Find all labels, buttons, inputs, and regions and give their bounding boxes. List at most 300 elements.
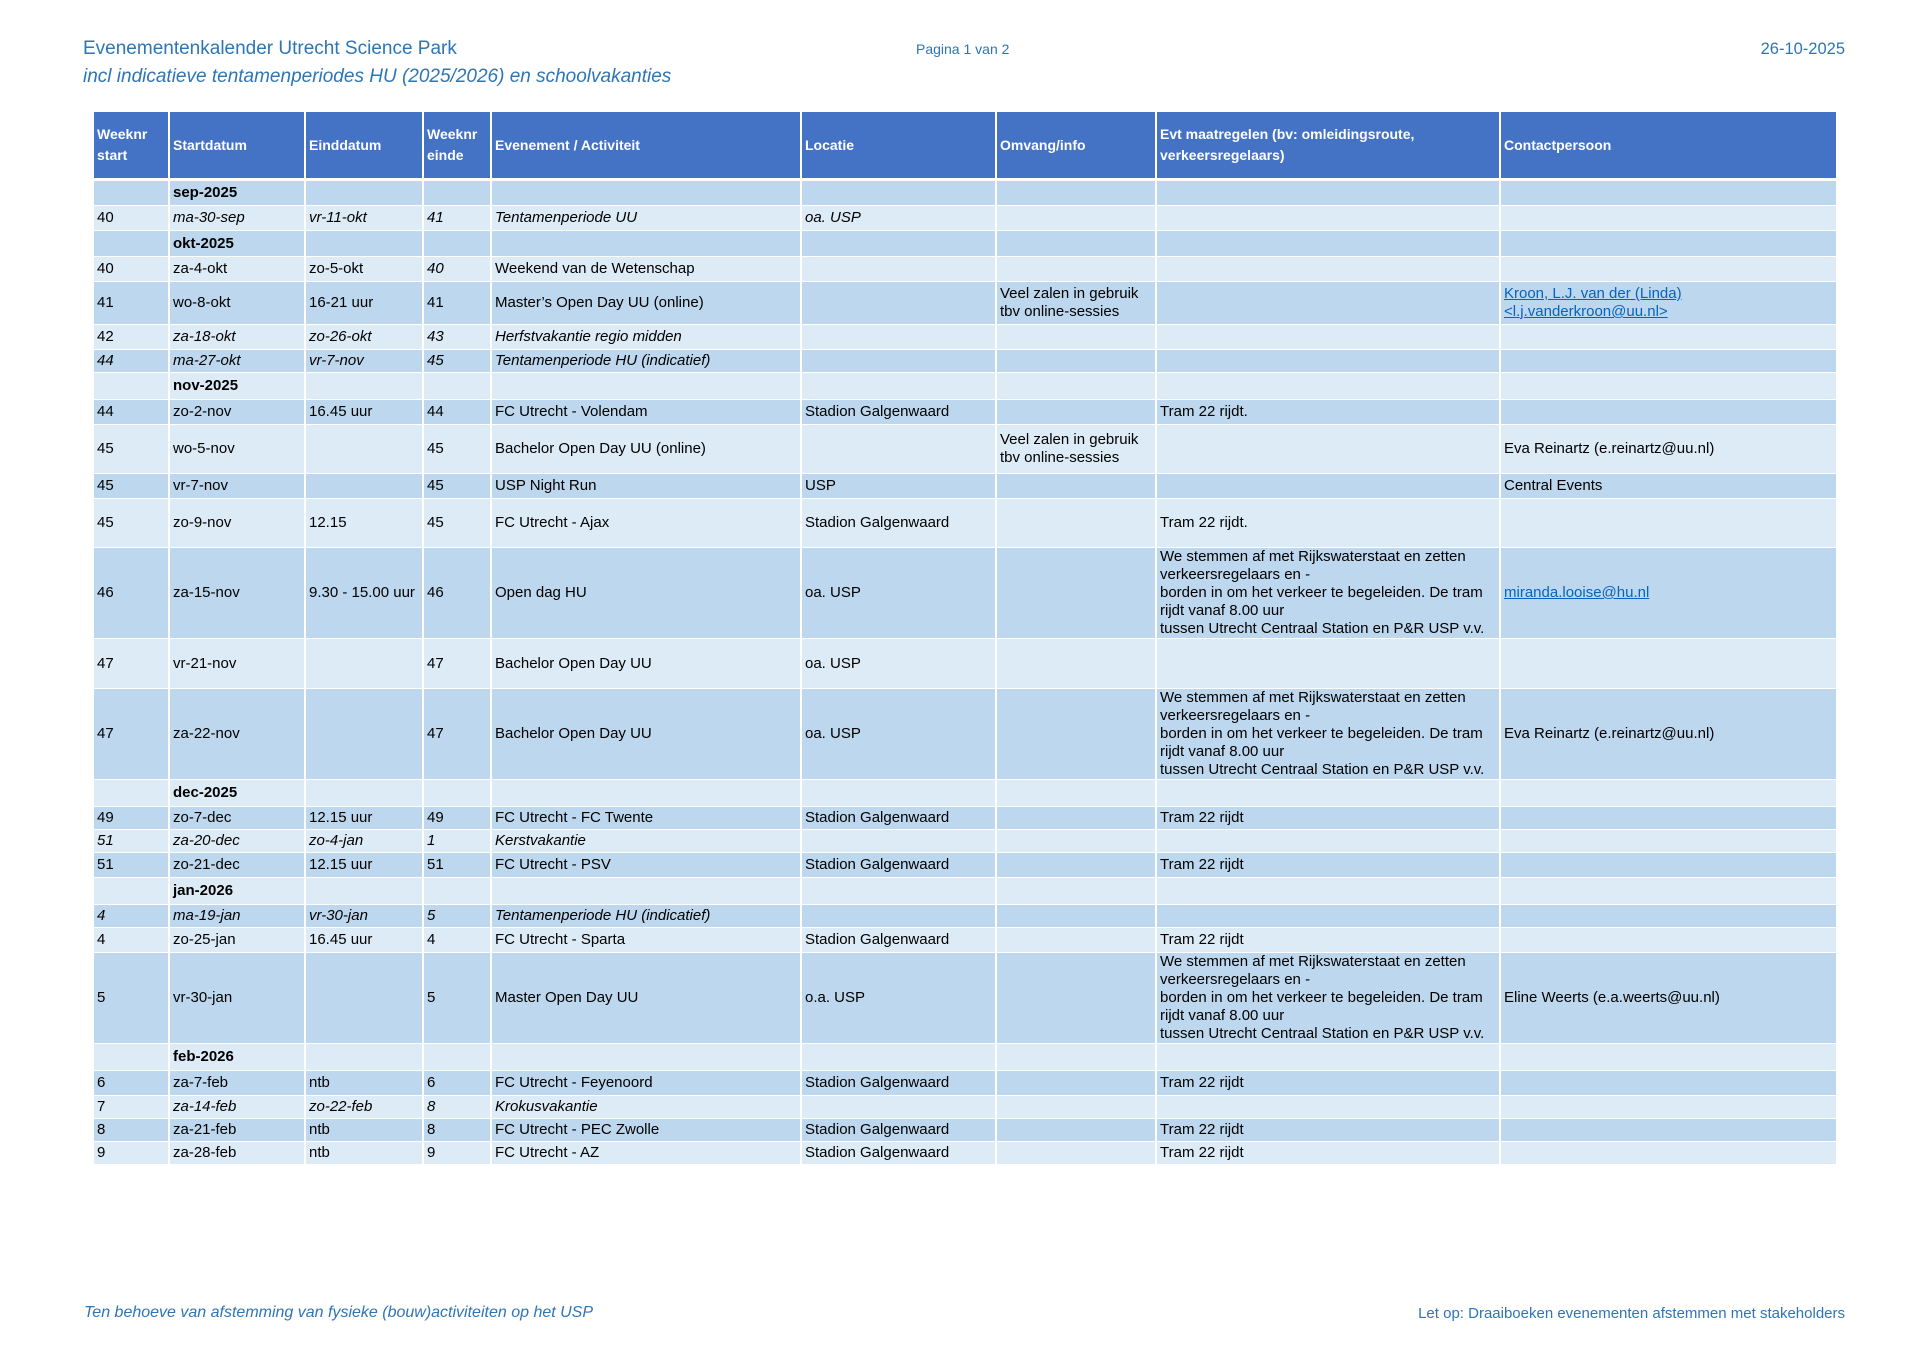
cell-evenement [491,180,801,206]
cell-evenement: Bachelor Open Day UU [491,639,801,689]
month-label: feb-2026 [169,1044,305,1071]
table-header-row [93,112,1837,180]
cell-maatregelen: Tram 22 rijdt [1156,1119,1500,1142]
cell-contactpersoon: Eva Reinartz (e.reinartz@uu.nl) [1500,425,1837,474]
cell-locatie: USP [801,474,996,499]
cell-weeknr-einde: 41 [423,282,491,325]
cell-startdatum: ma-30-sep [169,206,305,231]
cell-startdatum: za-22-nov [169,689,305,780]
cell-weeknr-start [93,231,169,257]
cell-weeknr-einde: 8 [423,1119,491,1142]
table-row [93,689,1837,780]
cell-locatie: oa. USP [801,689,996,780]
cell-locatie: Stadion Galgenwaard [801,807,996,830]
cell-contactpersoon [1500,400,1837,425]
cell-weeknr-start: 40 [93,206,169,231]
cell-locatie: Stadion Galgenwaard [801,400,996,425]
cell-maatregelen [1156,257,1500,282]
cell-weeknr-einde: 45 [423,350,491,373]
table-row [93,807,1837,830]
cell-evenement: USP Night Run [491,474,801,499]
cell-einddatum: 16-21 uur [305,282,423,325]
cell-maatregelen [1156,425,1500,474]
month-label: nov-2025 [169,373,305,400]
cell-contactpersoon [1500,639,1837,689]
cell-evenement: Weekend van de Wetenschap [491,257,801,282]
event-calendar-table [92,112,1838,1165]
cell-einddatum: zo-4-jan [305,830,423,853]
cell-weeknr-einde: 47 [423,689,491,780]
cell-contactpersoon [1500,1044,1837,1071]
cell-weeknr-start [93,373,169,400]
cell-locatie [801,180,996,206]
cell-evenement: FC Utrecht - Volendam [491,400,801,425]
cell-contactpersoon [1500,878,1837,905]
month-row [93,231,1837,257]
header-maatregelen: Evt maatregelen (bv: omleidingsroute, verkeersregelaars) [1156,112,1500,180]
cell-weeknr-start: 40 [93,257,169,282]
cell-startdatum: za-21-feb [169,1119,305,1142]
table-row [93,282,1837,325]
cell-startdatum: zo-25-jan [169,928,305,953]
cell-locatie: Stadion Galgenwaard [801,928,996,953]
cell-weeknr-start: 47 [93,639,169,689]
table-row [93,1096,1837,1119]
cell-contactpersoon [1500,257,1837,282]
cell-evenement: FC Utrecht - PSV [491,853,801,878]
month-label: sep-2025 [169,180,305,206]
cell-weeknr-start: 45 [93,474,169,499]
cell-contactpersoon [1500,548,1837,639]
cell-weeknr-einde: 45 [423,425,491,474]
cell-contactpersoon: Central Events [1500,474,1837,499]
cell-locatie [801,905,996,928]
document-date: 26-10-2025 [1760,40,1845,58]
cell-einddatum: 12.15 uur [305,853,423,878]
table-row [93,928,1837,953]
cell-einddatum [305,231,423,257]
cell-maatregelen [1156,206,1500,231]
cell-weeknr-einde: 40 [423,257,491,282]
cell-omvang-info [996,1071,1156,1096]
cell-startdatum: za-15-nov [169,548,305,639]
table-row [93,830,1837,853]
cell-omvang-info [996,206,1156,231]
cell-weeknr-start: 45 [93,499,169,548]
cell-weeknr-start: 49 [93,807,169,830]
cell-maatregelen: We stemmen af met Rijkswaterstaat en zetten verkeersregelaars en - borden in om het verkeer te begeleiden. De tram rijdt vanaf 8.00 uur tussen Utrecht Centraal Station en P&R USP v.v. [1156,548,1500,639]
cell-omvang-info [996,953,1156,1044]
cell-omvang-info [996,180,1156,206]
cell-omvang-info [996,350,1156,373]
table-row [93,1142,1837,1165]
cell-locatie: oa. USP [801,639,996,689]
cell-weeknr-einde: 6 [423,1071,491,1096]
cell-locatie: oa. USP [801,548,996,639]
cell-omvang-info [996,928,1156,953]
table-row [93,905,1837,928]
cell-weeknr-einde: 49 [423,807,491,830]
cell-evenement: FC Utrecht - FC Twente [491,807,801,830]
cell-einddatum [305,1044,423,1071]
cell-weeknr-einde: 5 [423,905,491,928]
cell-contactpersoon [1500,807,1837,830]
cell-maatregelen: Tram 22 rijdt [1156,928,1500,953]
cell-einddatum: zo-5-okt [305,257,423,282]
cell-omvang-info [996,231,1156,257]
footer-note: Ten behoeve van afstemming van fysieke (bouw)activiteiten op het USP [84,1304,594,1321]
cell-evenement: FC Utrecht - Feyenoord [491,1071,801,1096]
cell-evenement [491,373,801,400]
cell-locatie [801,878,996,905]
document-subtitle: incl indicatieve tentamenperiodes HU (2025/2026) en schoolvakanties [83,66,672,87]
cell-evenement: Bachelor Open Day UU (online) [491,425,801,474]
cell-startdatum: za-28-feb [169,1142,305,1165]
cell-locatie: o.a. USP [801,953,996,1044]
cell-locatie [801,425,996,474]
cell-locatie: Stadion Galgenwaard [801,853,996,878]
cell-locatie [801,1044,996,1071]
cell-maatregelen [1156,325,1500,350]
cell-omvang-info [996,499,1156,548]
month-row [93,373,1837,400]
cell-weeknr-start [93,180,169,206]
cell-weeknr-start: 44 [93,400,169,425]
page-number: Pagina 1 van 2 [916,41,1010,57]
cell-maatregelen: Tram 22 rijdt. [1156,499,1500,548]
cell-weeknr-start: 44 [93,350,169,373]
cell-einddatum: vr-11-okt [305,206,423,231]
cell-weeknr-einde: 45 [423,474,491,499]
cell-weeknr-einde [423,878,491,905]
table-row [93,499,1837,548]
cell-weeknr-start: 8 [93,1119,169,1142]
contact-link[interactable]: miranda.looise@hu.nl [1504,584,1650,601]
table-row [93,474,1837,499]
cell-omvang-info [996,325,1156,350]
cell-maatregelen: We stemmen af met Rijkswaterstaat en zetten verkeersregelaars en - borden in om het verkeer te begeleiden. De tram rijdt vanaf 8.00 uur tussen Utrecht Centraal Station en P&R USP v.v. [1156,953,1500,1044]
cell-maatregelen [1156,780,1500,807]
cell-startdatum: vr-30-jan [169,953,305,1044]
cell-startdatum: ma-27-okt [169,350,305,373]
cell-maatregelen: Tram 22 rijdt [1156,853,1500,878]
cell-einddatum [305,878,423,905]
cell-evenement: Open dag HU [491,548,801,639]
cell-contactpersoon [1500,282,1837,325]
cell-maatregelen: Tram 22 rijdt [1156,807,1500,830]
cell-evenement: Tentamenperiode UU [491,206,801,231]
cell-einddatum: vr-30-jan [305,905,423,928]
cell-maatregelen [1156,905,1500,928]
header-contactpersoon: Contactpersoon [1500,112,1837,180]
cell-evenement: FC Utrecht - Ajax [491,499,801,548]
cell-weeknr-start: 51 [93,830,169,853]
cell-einddatum: zo-26-okt [305,325,423,350]
cell-contactpersoon [1500,830,1837,853]
month-label: jan-2026 [169,878,305,905]
cell-weeknr-einde [423,780,491,807]
cell-contactpersoon [1500,928,1837,953]
cell-startdatum: wo-8-okt [169,282,305,325]
cell-contactpersoon [1500,853,1837,878]
cell-contactpersoon [1500,231,1837,257]
cell-startdatum: vr-7-nov [169,474,305,499]
cell-evenement: FC Utrecht - AZ [491,1142,801,1165]
cell-einddatum [305,639,423,689]
cell-startdatum: wo-5-nov [169,425,305,474]
header-evenement: Evenement / Activiteit [491,112,801,180]
cell-locatie [801,282,996,325]
cell-contactpersoon [1500,373,1837,400]
cell-einddatum: 9.30 - 15.00 uur [305,548,423,639]
cell-omvang-info [996,474,1156,499]
cell-contactpersoon [1500,206,1837,231]
cell-evenement [491,1044,801,1071]
cell-evenement: Bachelor Open Day UU [491,689,801,780]
cell-maatregelen [1156,373,1500,400]
cell-maatregelen [1156,639,1500,689]
table-row [93,257,1837,282]
cell-weeknr-start: 51 [93,853,169,878]
cell-weeknr-start: 4 [93,928,169,953]
cell-locatie [801,350,996,373]
cell-startdatum: za-18-okt [169,325,305,350]
cell-locatie [801,257,996,282]
cell-omvang-info: Veel zalen in gebruik tbv online-sessies [996,425,1156,474]
table-row [93,853,1837,878]
cell-weeknr-start [93,878,169,905]
cell-weeknr-einde: 51 [423,853,491,878]
cell-contactpersoon [1500,1142,1837,1165]
table-body [93,180,1837,1165]
cell-omvang-info [996,830,1156,853]
month-label: dec-2025 [169,780,305,807]
cell-locatie [801,325,996,350]
contact-link[interactable]: Kroon, L.J. van der (Linda) <l.j.vanderkroon@uu.nl> [1504,285,1682,320]
cell-einddatum [305,689,423,780]
header-weeknr-start: Weeknr start [93,112,169,180]
cell-locatie: oa. USP [801,206,996,231]
cell-contactpersoon [1500,1119,1837,1142]
cell-omvang-info [996,400,1156,425]
cell-startdatum: za-20-dec [169,830,305,853]
cell-evenement: Tentamenperiode HU (indicatief) [491,905,801,928]
cell-einddatum: ntb [305,1142,423,1165]
cell-contactpersoon: Eline Weerts (e.a.weerts@uu.nl) [1500,953,1837,1044]
cell-omvang-info [996,905,1156,928]
cell-evenement: Kerstvakantie [491,830,801,853]
document-title: Evenementenkalender Utrecht Science Park [83,38,457,59]
cell-weeknr-start: 47 [93,689,169,780]
cell-locatie: Stadion Galgenwaard [801,1142,996,1165]
cell-startdatum: za-14-feb [169,1096,305,1119]
cell-evenement: Herfstvakantie regio midden [491,325,801,350]
cell-evenement [491,878,801,905]
cell-weeknr-einde: 47 [423,639,491,689]
cell-omvang-info [996,689,1156,780]
cell-einddatum [305,180,423,206]
table-row [93,325,1837,350]
cell-einddatum [305,425,423,474]
cell-omvang-info [996,373,1156,400]
month-row [93,1044,1837,1071]
cell-locatie: Stadion Galgenwaard [801,499,996,548]
cell-einddatum: 16.45 uur [305,928,423,953]
cell-omvang-info: Veel zalen in gebruik tbv online-sessies [996,282,1156,325]
cell-weeknr-einde: 46 [423,548,491,639]
cell-evenement: Tentamenperiode HU (indicatief) [491,350,801,373]
cell-omvang-info [996,1044,1156,1071]
cell-einddatum: ntb [305,1071,423,1096]
cell-maatregelen: Tram 22 rijdt [1156,1071,1500,1096]
cell-contactpersoon [1500,325,1837,350]
cell-weeknr-start [93,780,169,807]
header-omvang-info: Omvang/info [996,112,1156,180]
table-row [93,206,1837,231]
cell-omvang-info [996,639,1156,689]
cell-einddatum [305,373,423,400]
cell-weeknr-einde: 41 [423,206,491,231]
cell-evenement [491,231,801,257]
cell-weeknr-einde: 43 [423,325,491,350]
cell-weeknr-einde: 1 [423,830,491,853]
cell-weeknr-start: 5 [93,953,169,1044]
cell-omvang-info [996,1142,1156,1165]
cell-omvang-info [996,1096,1156,1119]
cell-weeknr-einde [423,1044,491,1071]
cell-locatie: Stadion Galgenwaard [801,1071,996,1096]
cell-evenement: Master Open Day UU [491,953,801,1044]
cell-omvang-info [996,807,1156,830]
cell-startdatum: zo-9-nov [169,499,305,548]
cell-omvang-info [996,780,1156,807]
cell-startdatum: zo-2-nov [169,400,305,425]
cell-weeknr-einde [423,373,491,400]
cell-weeknr-einde: 44 [423,400,491,425]
month-label: okt-2025 [169,231,305,257]
cell-weeknr-start: 41 [93,282,169,325]
cell-maatregelen [1156,1096,1500,1119]
cell-omvang-info [996,257,1156,282]
cell-contactpersoon: Eva Reinartz (e.reinartz@uu.nl) [1500,689,1837,780]
cell-einddatum: zo-22-feb [305,1096,423,1119]
cell-locatie: Stadion Galgenwaard [801,1119,996,1142]
cell-evenement: FC Utrecht - PEC Zwolle [491,1119,801,1142]
cell-startdatum: zo-21-dec [169,853,305,878]
cell-omvang-info [996,853,1156,878]
cell-einddatum [305,780,423,807]
cell-locatie [801,780,996,807]
header-weeknr-einde: Weeknr einde [423,112,491,180]
cell-einddatum [305,953,423,1044]
cell-maatregelen [1156,1044,1500,1071]
cell-contactpersoon [1500,780,1837,807]
cell-einddatum: vr-7-nov [305,350,423,373]
cell-weeknr-einde: 8 [423,1096,491,1119]
cell-maatregelen: Tram 22 rijdt [1156,1142,1500,1165]
cell-evenement [491,780,801,807]
header-startdatum: Startdatum [169,112,305,180]
cell-weeknr-einde: 5 [423,953,491,1044]
cell-weeknr-einde [423,180,491,206]
cell-weeknr-start [93,1044,169,1071]
cell-locatie [801,373,996,400]
cell-maatregelen [1156,282,1500,325]
cell-maatregelen [1156,878,1500,905]
cell-weeknr-start: 42 [93,325,169,350]
cell-weeknr-start: 4 [93,905,169,928]
cell-maatregelen [1156,231,1500,257]
table-row [93,400,1837,425]
cell-evenement: Master’s Open Day UU (online) [491,282,801,325]
cell-locatie [801,231,996,257]
cell-omvang-info [996,1119,1156,1142]
cell-weeknr-einde: 4 [423,928,491,953]
cell-omvang-info [996,548,1156,639]
cell-einddatum: 16.45 uur [305,400,423,425]
cell-weeknr-einde [423,231,491,257]
cell-contactpersoon [1500,1071,1837,1096]
cell-maatregelen [1156,350,1500,373]
cell-einddatum: 12.15 [305,499,423,548]
table-row [93,548,1837,639]
cell-evenement: FC Utrecht - Sparta [491,928,801,953]
cell-locatie [801,830,996,853]
month-row [93,180,1837,206]
table-row [93,1071,1837,1096]
table-row [93,425,1837,474]
cell-weeknr-einde: 9 [423,1142,491,1165]
cell-startdatum: za-4-okt [169,257,305,282]
cell-weeknr-start: 6 [93,1071,169,1096]
table-row [93,1119,1837,1142]
cell-startdatum: zo-7-dec [169,807,305,830]
cell-contactpersoon [1500,499,1837,548]
cell-einddatum [305,474,423,499]
cell-maatregelen [1156,180,1500,206]
table-row [93,953,1837,1044]
cell-locatie [801,1096,996,1119]
cell-weeknr-start: 46 [93,548,169,639]
month-row [93,878,1837,905]
cell-contactpersoon [1500,180,1837,206]
cell-omvang-info [996,878,1156,905]
cell-maatregelen [1156,474,1500,499]
cell-einddatum: ntb [305,1119,423,1142]
month-row [93,780,1837,807]
cell-maatregelen: We stemmen af met Rijkswaterstaat en zetten verkeersregelaars en - borden in om het verkeer te begeleiden. De tram rijdt vanaf 8.00 uur tussen Utrecht Centraal Station en P&R USP v.v. [1156,689,1500,780]
cell-einddatum: 12.15 uur [305,807,423,830]
cell-maatregelen: Tram 22 rijdt. [1156,400,1500,425]
cell-contactpersoon [1500,905,1837,928]
footer-warning: Let op: Draaiboeken evenementen afstemmen met stakeholders [1418,1305,1845,1322]
cell-startdatum: vr-21-nov [169,639,305,689]
cell-weeknr-start: 7 [93,1096,169,1119]
cell-startdatum: za-7-feb [169,1071,305,1096]
cell-startdatum: ma-19-jan [169,905,305,928]
cell-maatregelen [1156,830,1500,853]
cell-contactpersoon [1500,350,1837,373]
header-einddatum: Einddatum [305,112,423,180]
cell-evenement: Krokusvakantie [491,1096,801,1119]
cell-weeknr-einde: 45 [423,499,491,548]
cell-contactpersoon [1500,1096,1837,1119]
cell-weeknr-start: 9 [93,1142,169,1165]
cell-weeknr-start: 45 [93,425,169,474]
header-locatie: Locatie [801,112,996,180]
table-row [93,639,1837,689]
table-row [93,350,1837,373]
